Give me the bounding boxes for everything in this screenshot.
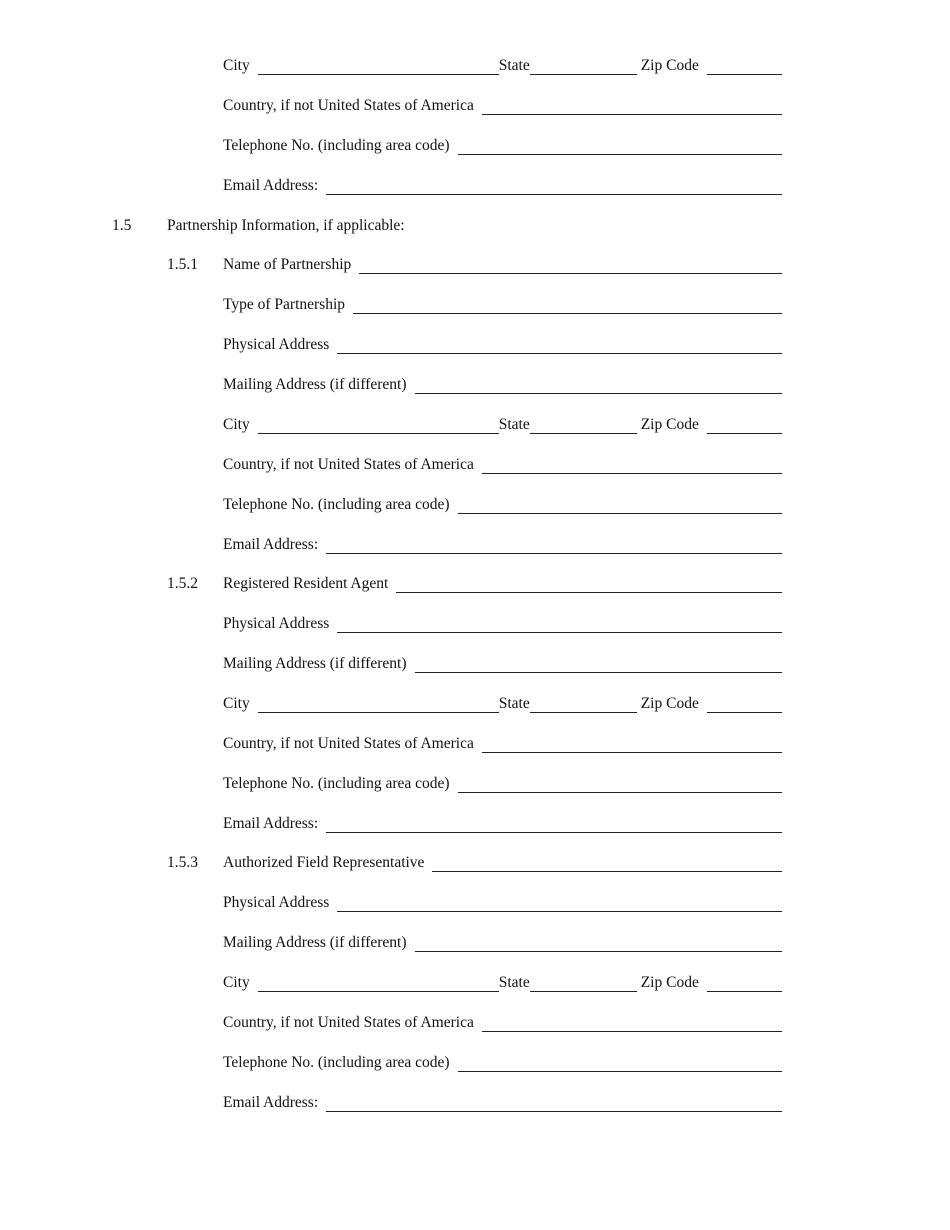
- zip-field[interactable]: [707, 977, 782, 992]
- field-representative-row: [0, 852, 950, 874]
- zip-label: Zip Code: [640, 974, 699, 991]
- mailing-address-field[interactable]: [415, 658, 782, 673]
- city-label: City: [223, 57, 250, 74]
- city-field[interactable]: [258, 60, 499, 75]
- city-state-zip-row: [0, 693, 950, 715]
- subsection-number: 1.5.1: [167, 256, 198, 273]
- state-field[interactable]: [530, 698, 637, 713]
- telephone-row: [0, 773, 950, 795]
- country-row: [0, 733, 950, 755]
- email-field[interactable]: [326, 818, 782, 833]
- city-state-zip-row: [0, 55, 950, 77]
- field-representative-label: Authorized Field Representative: [223, 854, 425, 871]
- email-label: Email Address:: [223, 536, 319, 553]
- physical-address-row: [0, 613, 950, 635]
- telephone-row: [0, 135, 950, 157]
- physical-address-field[interactable]: [337, 618, 782, 633]
- email-row: [0, 813, 950, 835]
- city-label: City: [223, 695, 250, 712]
- country-row: [0, 1012, 950, 1034]
- telephone-label: Telephone No. (including area code): [223, 137, 450, 154]
- email-field[interactable]: [326, 180, 782, 195]
- telephone-field[interactable]: [458, 499, 782, 514]
- mailing-address-row: [0, 374, 950, 396]
- email-label: Email Address:: [223, 1094, 319, 1111]
- country-row: [0, 454, 950, 476]
- state-field[interactable]: [530, 977, 637, 992]
- mailing-address-row: [0, 932, 950, 954]
- zip-field[interactable]: [707, 60, 782, 75]
- email-row: [0, 534, 950, 556]
- partnership-type-row: [0, 294, 950, 316]
- state-label: State: [498, 974, 530, 991]
- telephone-label: Telephone No. (including area code): [223, 1054, 450, 1071]
- resident-agent-label: Registered Resident Agent: [223, 575, 389, 592]
- city-state-zip-row: [0, 414, 950, 436]
- telephone-field[interactable]: [458, 1057, 782, 1072]
- resident-agent-row: [0, 573, 950, 595]
- city-label: City: [223, 416, 250, 433]
- mailing-address-label: Mailing Address (if different): [223, 655, 407, 672]
- country-row: [0, 95, 950, 117]
- subsection-number: 1.5.2: [167, 575, 198, 592]
- zip-field[interactable]: [707, 698, 782, 713]
- partnership-type-label: Type of Partnership: [223, 296, 346, 313]
- state-field[interactable]: [530, 419, 637, 434]
- email-label: Email Address:: [223, 177, 319, 194]
- telephone-label: Telephone No. (including area code): [223, 775, 450, 792]
- email-field[interactable]: [326, 1097, 782, 1112]
- zip-label: Zip Code: [640, 695, 699, 712]
- city-field[interactable]: [258, 698, 499, 713]
- physical-address-row: [0, 334, 950, 356]
- telephone-field[interactable]: [458, 778, 782, 793]
- physical-address-row: [0, 892, 950, 914]
- country-label: Country, if not United States of America: [223, 1014, 474, 1031]
- city-field[interactable]: [258, 977, 499, 992]
- section-number: 1.5: [112, 217, 132, 234]
- mailing-address-field[interactable]: [415, 937, 782, 952]
- state-label: State: [498, 695, 530, 712]
- email-label: Email Address:: [223, 815, 319, 832]
- city-state-zip-row: [0, 972, 950, 994]
- telephone-row: [0, 494, 950, 516]
- section-title: Partnership Information, if applicable:: [167, 217, 405, 234]
- country-field[interactable]: [482, 100, 782, 115]
- partnership-name-label: Name of Partnership: [223, 256, 352, 273]
- mailing-address-label: Mailing Address (if different): [223, 376, 407, 393]
- country-label: Country, if not United States of America: [223, 735, 474, 752]
- physical-address-field[interactable]: [337, 897, 782, 912]
- partnership-type-field[interactable]: [353, 299, 782, 314]
- telephone-field[interactable]: [458, 140, 782, 155]
- country-label: Country, if not United States of America: [223, 456, 474, 473]
- resident-agent-field[interactable]: [396, 578, 782, 593]
- email-field[interactable]: [326, 539, 782, 554]
- state-field[interactable]: [530, 60, 637, 75]
- mailing-address-field[interactable]: [415, 379, 782, 394]
- state-label: State: [498, 416, 530, 433]
- country-field[interactable]: [482, 738, 782, 753]
- physical-address-label: Physical Address: [223, 615, 330, 632]
- city-label: City: [223, 974, 250, 991]
- mailing-address-label: Mailing Address (if different): [223, 934, 407, 951]
- zip-label: Zip Code: [640, 416, 699, 433]
- city-field[interactable]: [258, 419, 499, 434]
- field-representative-field[interactable]: [432, 857, 782, 872]
- state-label: State: [498, 57, 530, 74]
- country-field[interactable]: [482, 1017, 782, 1032]
- zip-label: Zip Code: [640, 57, 699, 74]
- mailing-address-row: [0, 653, 950, 675]
- physical-address-field[interactable]: [337, 339, 782, 354]
- partnership-name-row: [0, 254, 950, 276]
- telephone-label: Telephone No. (including area code): [223, 496, 450, 513]
- physical-address-label: Physical Address: [223, 336, 330, 353]
- subsection-number: 1.5.3: [167, 854, 198, 871]
- country-field[interactable]: [482, 459, 782, 474]
- partnership-name-field[interactable]: [359, 259, 782, 274]
- country-label: Country, if not United States of America: [223, 97, 474, 114]
- email-row: [0, 175, 950, 197]
- telephone-row: [0, 1052, 950, 1074]
- physical-address-label: Physical Address: [223, 894, 330, 911]
- email-row: [0, 1092, 950, 1114]
- section-heading-row: [0, 215, 950, 237]
- zip-field[interactable]: [707, 419, 782, 434]
